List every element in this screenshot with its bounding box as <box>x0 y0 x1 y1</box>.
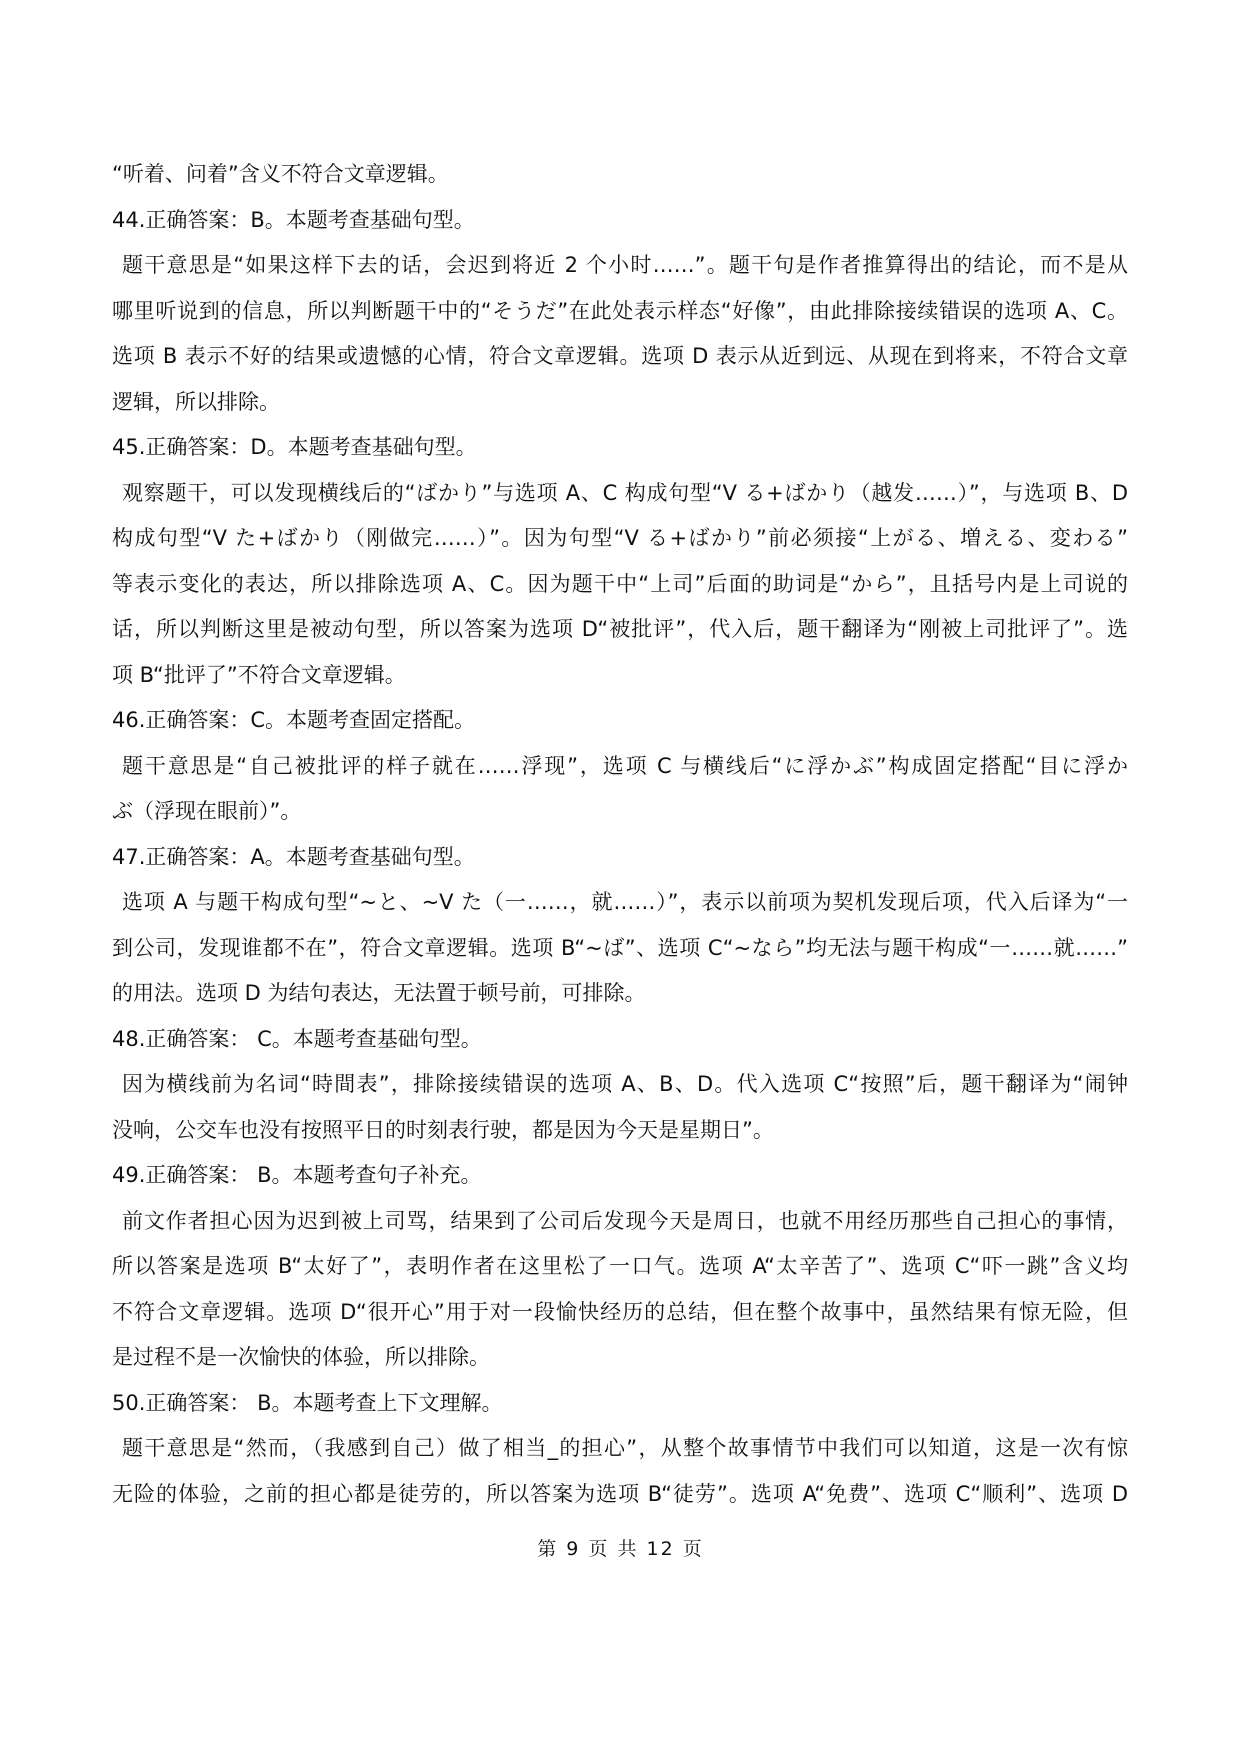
text-line: 构成句型“V た+ばかり（刚做完……）”。因为句型“V る+ばかり”前必须接“上がる、増える、変わる” <box>112 526 1128 550</box>
text-line: 哪里听说到的信息，所以判断题干中的“そうだ”在此处表示样态“好像”，由此排除接续错误的选项 A、C。 <box>112 298 1128 323</box>
answer-heading-49: 49.正确答案： B。本题考查句子补充。 <box>112 1163 482 1187</box>
text-line: 题干意思是“然而，（我感到自己）做了相当_的担心”，从整个故事情节中我们可以知道，这是一次有惊 <box>122 1436 1128 1460</box>
answer-heading-46: 46.正确答案：C。本题考查固定搭配。 <box>112 708 476 732</box>
text-line: 因为横线前为名词“時間表”，排除接续错误的选项 A、B、D。代入选项 C“按照”后，题干翻译为“闹钟 <box>122 1072 1128 1096</box>
text-line: ぶ（浮现在眼前）”。 <box>112 799 302 823</box>
text-line: 等表示变化的表达，所以排除选项 A、C。因为题干中“上司”后面的助词是“から”，且括号内是上司说的 <box>112 571 1128 596</box>
text-line: 选项 A 与题干构成句型“~と、~V た（一……，就……）”，表示以前项为契机发现后项，代入后译为“一 <box>122 890 1128 914</box>
text-line: 题干意思是“自己被批评的样子就在……浮现”，选项 C 与横线后“に浮かぶ”构成固定搭配“目に浮か <box>122 753 1128 778</box>
text-line: 无险的体验，之前的担心都是徒劳的，所以答案为选项 B“徒劳”。选项 A“免费”、选项 C“顺利”、选项 D <box>112 1481 1128 1506</box>
text-line: 逻辑，所以排除。 <box>112 389 280 414</box>
text-line: 题干意思是“如果这样下去的话，会迟到将近 2 个小时……”。题干句是作者推算得出的结论，而不是从 <box>122 253 1128 277</box>
text-line: 没响，公交车也没有按照平日的时刻表行驶，都是因为今天是星期日”。 <box>112 1117 774 1142</box>
answer-heading-44: 44.正确答案：B。本题考查基础句型。 <box>112 207 475 232</box>
text-line: 项 B“批评了”不符合文章逻辑。 <box>112 662 406 687</box>
text-line: 前文作者担心因为迟到被上司骂，结果到了公司后发现今天是周日，也就不用经历那些自己担心的事情， <box>122 1208 1128 1233</box>
text-line: 话，所以判断这里是被动句型，所以答案为选项 D“被批评”，代入后，题干翻译为“刚被上司批评了”。选 <box>112 617 1128 641</box>
text-line: 所以答案是选项 B“太好了”，表明作者在这里松了一口气。选项 A“太辛苦了”、选项 C“吓一跳”含义均 <box>112 1254 1128 1278</box>
text-line: 是过程不是一次愉快的体验，所以排除。 <box>112 1345 490 1369</box>
page-number: 第 9 页 共 12 页 <box>537 1538 704 1560</box>
text-line: 观察题干，可以发现横线后的“ばかり”与选项 A、C 构成句型“V る+ばかり（越发……）”，与选项 B、D <box>122 480 1128 505</box>
text-line: 到公司，发现谁都不在”，符合文章逻辑。选项 B“~ば”、选项 C“~なら”均无法与题干构成“一……就……” <box>112 935 1128 960</box>
answer-heading-50: 50.正确答案： B。本题考查上下文理解。 <box>112 1390 503 1415</box>
answer-heading-45: 45.正确答案：D。本题考查基础句型。 <box>112 435 477 459</box>
text-line: “听着、问着”含义不符合文章逻辑。 <box>112 162 449 186</box>
answer-heading-48: 48.正确答案： C。本题考查基础句型。 <box>112 1026 482 1051</box>
text-line: 选项 B 表示不好的结果或遗憾的心情，符合文章逻辑。选项 D 表示从近到远、从现在到将来，不符合文章 <box>112 344 1128 368</box>
text-line: 不符合文章逻辑。选项 D“很开心”用于对一段愉快经历的总结，但在整个故事中，虽然结果有惊无险，但 <box>112 1299 1128 1324</box>
text-line: 的用法。选项 D 为结句表达，无法置于顿号前，可排除。 <box>112 981 646 1005</box>
document-body <box>112 152 1128 1517</box>
answer-heading-47: 47.正确答案：A。本题考查基础句型。 <box>112 844 475 869</box>
